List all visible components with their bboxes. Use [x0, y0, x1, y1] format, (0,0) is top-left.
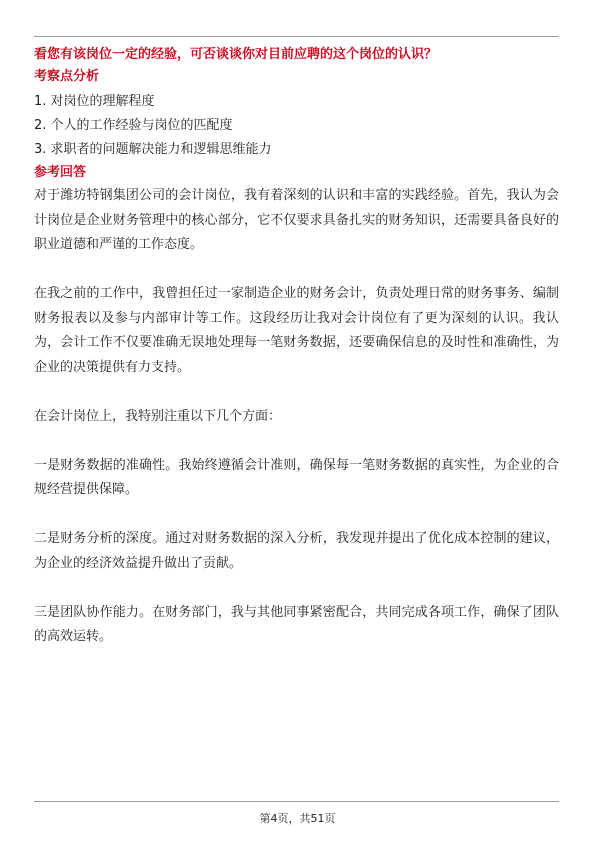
answer-paragraph: 在会计岗位上，我特别注重以下几个方面：	[34, 408, 282, 424]
analysis-heading: 考察点分析	[34, 69, 100, 84]
answer-paragraph: 对于潍坊特钢集团公司的会计岗位，我有着深刻的认识和丰富的实践经验。首先，我认为会计岗位是企业财务管理中的核心部分，它不仅要求具备扎实的财务知识，还需要具备良好的职业道德和严谨的工作态度。	[34, 188, 559, 252]
answer-body	[34, 184, 559, 650]
question-title: 看您有该岗位一定的经验，可否谈谈你对目前应聘的这个岗位的认识？	[34, 47, 438, 62]
footer-rule	[34, 801, 559, 802]
answer-paragraph: 二是财务分析的深度。通过对财务数据的深入分析，我发现并提出了优化成本控制的建议，为企业的经济效益提升做出了贡献。	[34, 531, 559, 571]
header-rule	[34, 36, 559, 37]
analysis-point: 3. 求职者的问题解决能力和逻辑思维能力	[34, 142, 272, 157]
analysis-point: 1. 对岗位的理解程度	[34, 94, 155, 109]
answer-paragraph: 一是财务数据的准确性。我始终遵循会计准则，确保每一笔财务数据的真实性，为企业的合规经营提供保障。	[34, 457, 559, 497]
page-content	[34, 44, 559, 674]
answer-heading: 参考回答	[34, 165, 87, 180]
answer-paragraph: 三是团队协作能力。在财务部门，我与其他同事紧密配合，共同完成各项工作，确保了团队的高效运转。	[34, 604, 559, 644]
analysis-point: 2. 个人的工作经验与岗位的匹配度	[34, 118, 233, 133]
answer-paragraph: 在我之前的工作中，我曾担任过一家制造企业的财务会计，负责处理日常的财务事务、编制财务报表以及参与内部审计等工作。这段经历让我对会计岗位有了更为深刻的认识。我认为，会计工作不仅要准确无误地处理每一笔财务数据，还要确保信息的及时性和准确性，为企业的决策提供有力支持。	[34, 286, 559, 375]
page-number: 第4页，共51页	[259, 812, 336, 825]
